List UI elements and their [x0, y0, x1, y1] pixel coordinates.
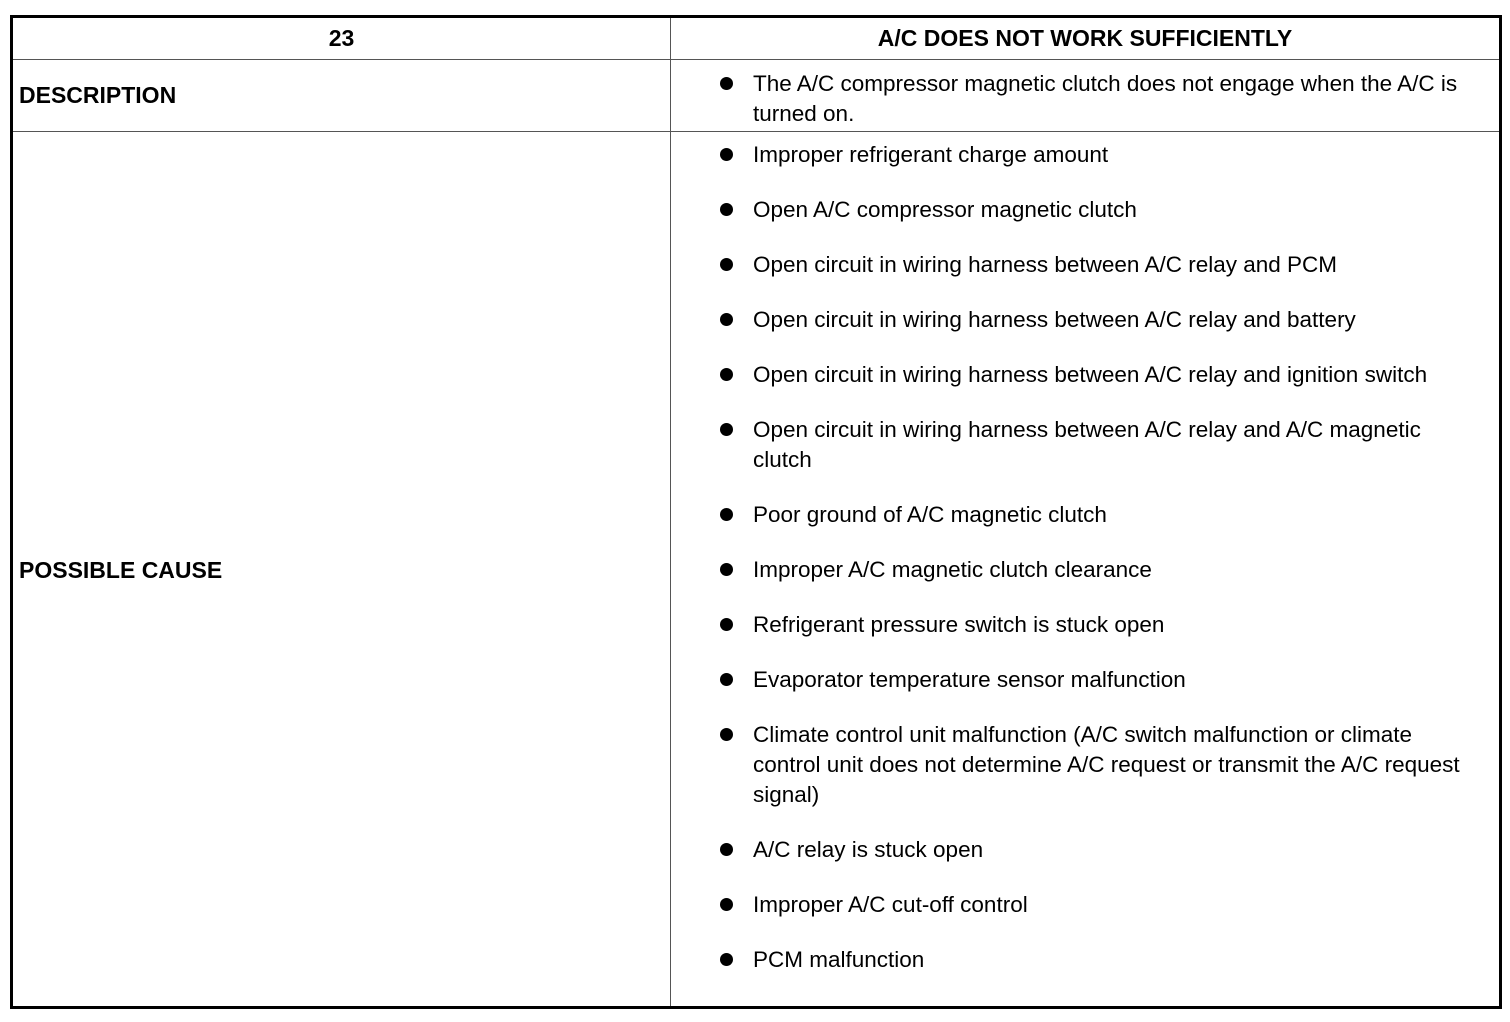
cause-item-text: Open A/C compressor magnetic clutch [753, 197, 1137, 222]
cause-item [713, 835, 1483, 865]
column-divider [670, 18, 671, 1006]
bullet-icon [720, 258, 733, 271]
bullet-icon [720, 898, 733, 911]
bullet-icon [720, 423, 733, 436]
bullet-icon [720, 508, 733, 521]
possible-cause-label: POSSIBLE CAUSE [19, 557, 223, 583]
bullet-icon [720, 953, 733, 966]
cause-item [713, 415, 1483, 475]
cause-item-text: PCM malfunction [753, 947, 925, 972]
cause-item-text: Open circuit in wiring harness between A/C relay and battery [753, 307, 1356, 332]
cause-item [713, 360, 1483, 390]
cause-item [713, 250, 1483, 280]
cause-item [713, 555, 1483, 585]
bullet-icon [720, 203, 733, 216]
cause-item-text: Refrigerant pressure switch is stuck open [753, 612, 1165, 637]
troubleshooting-number: 23 [328, 25, 355, 51]
row-divider-description [13, 131, 1499, 132]
cause-item-text: Evaporator temperature sensor malfunction [753, 667, 1186, 692]
cause-item-text: Improper refrigerant charge amount [753, 142, 1109, 167]
cause-item [713, 305, 1483, 335]
bullet-icon [720, 843, 733, 856]
cause-item-text: Climate control unit malfunction (A/C switch malfunction or climate control unit does not determine A/C request or transmit the A/C request signal) [753, 722, 1460, 807]
cause-item-text: Open circuit in wiring harness between A/C relay and A/C magnetic clutch [753, 417, 1421, 472]
cause-item-text: Poor ground of A/C magnetic clutch [753, 502, 1107, 527]
bullet-icon [720, 148, 733, 161]
cause-item [713, 610, 1483, 640]
description-item-text: The A/C compressor magnetic clutch does not engage when the A/C is turned on. [753, 71, 1458, 126]
cause-item [713, 890, 1483, 920]
cause-item [713, 195, 1483, 225]
description-list [713, 69, 1483, 129]
bullet-icon [720, 618, 733, 631]
cause-item [713, 500, 1483, 530]
troubleshooting-title: A/C DOES NOT WORK SUFFICIENTLY [877, 25, 1293, 51]
cause-item-text: Improper A/C magnetic clutch clearance [753, 557, 1152, 582]
cause-item-text: A/C relay is stuck open [753, 837, 984, 862]
possible-cause-list [713, 140, 1483, 1000]
bullet-icon [720, 728, 733, 741]
row-divider-header [13, 59, 1499, 60]
bullet-icon [720, 673, 733, 686]
cause-item [713, 945, 1483, 975]
cause-item-text: Open circuit in wiring harness between A/C relay and PCM [753, 252, 1338, 277]
cause-item [713, 140, 1483, 170]
bullet-icon [720, 563, 733, 576]
cause-item-text: Open circuit in wiring harness between A/C relay and ignition switch [753, 362, 1428, 387]
troubleshooting-table [10, 15, 1502, 1009]
bullet-icon [720, 368, 733, 381]
bullet-icon [720, 313, 733, 326]
bullet-icon [720, 77, 733, 90]
description-item [713, 69, 1483, 129]
cause-item [713, 720, 1483, 810]
description-label: DESCRIPTION [19, 82, 177, 108]
cause-item [713, 665, 1483, 695]
cause-item-text: Improper A/C cut-off control [753, 892, 1028, 917]
